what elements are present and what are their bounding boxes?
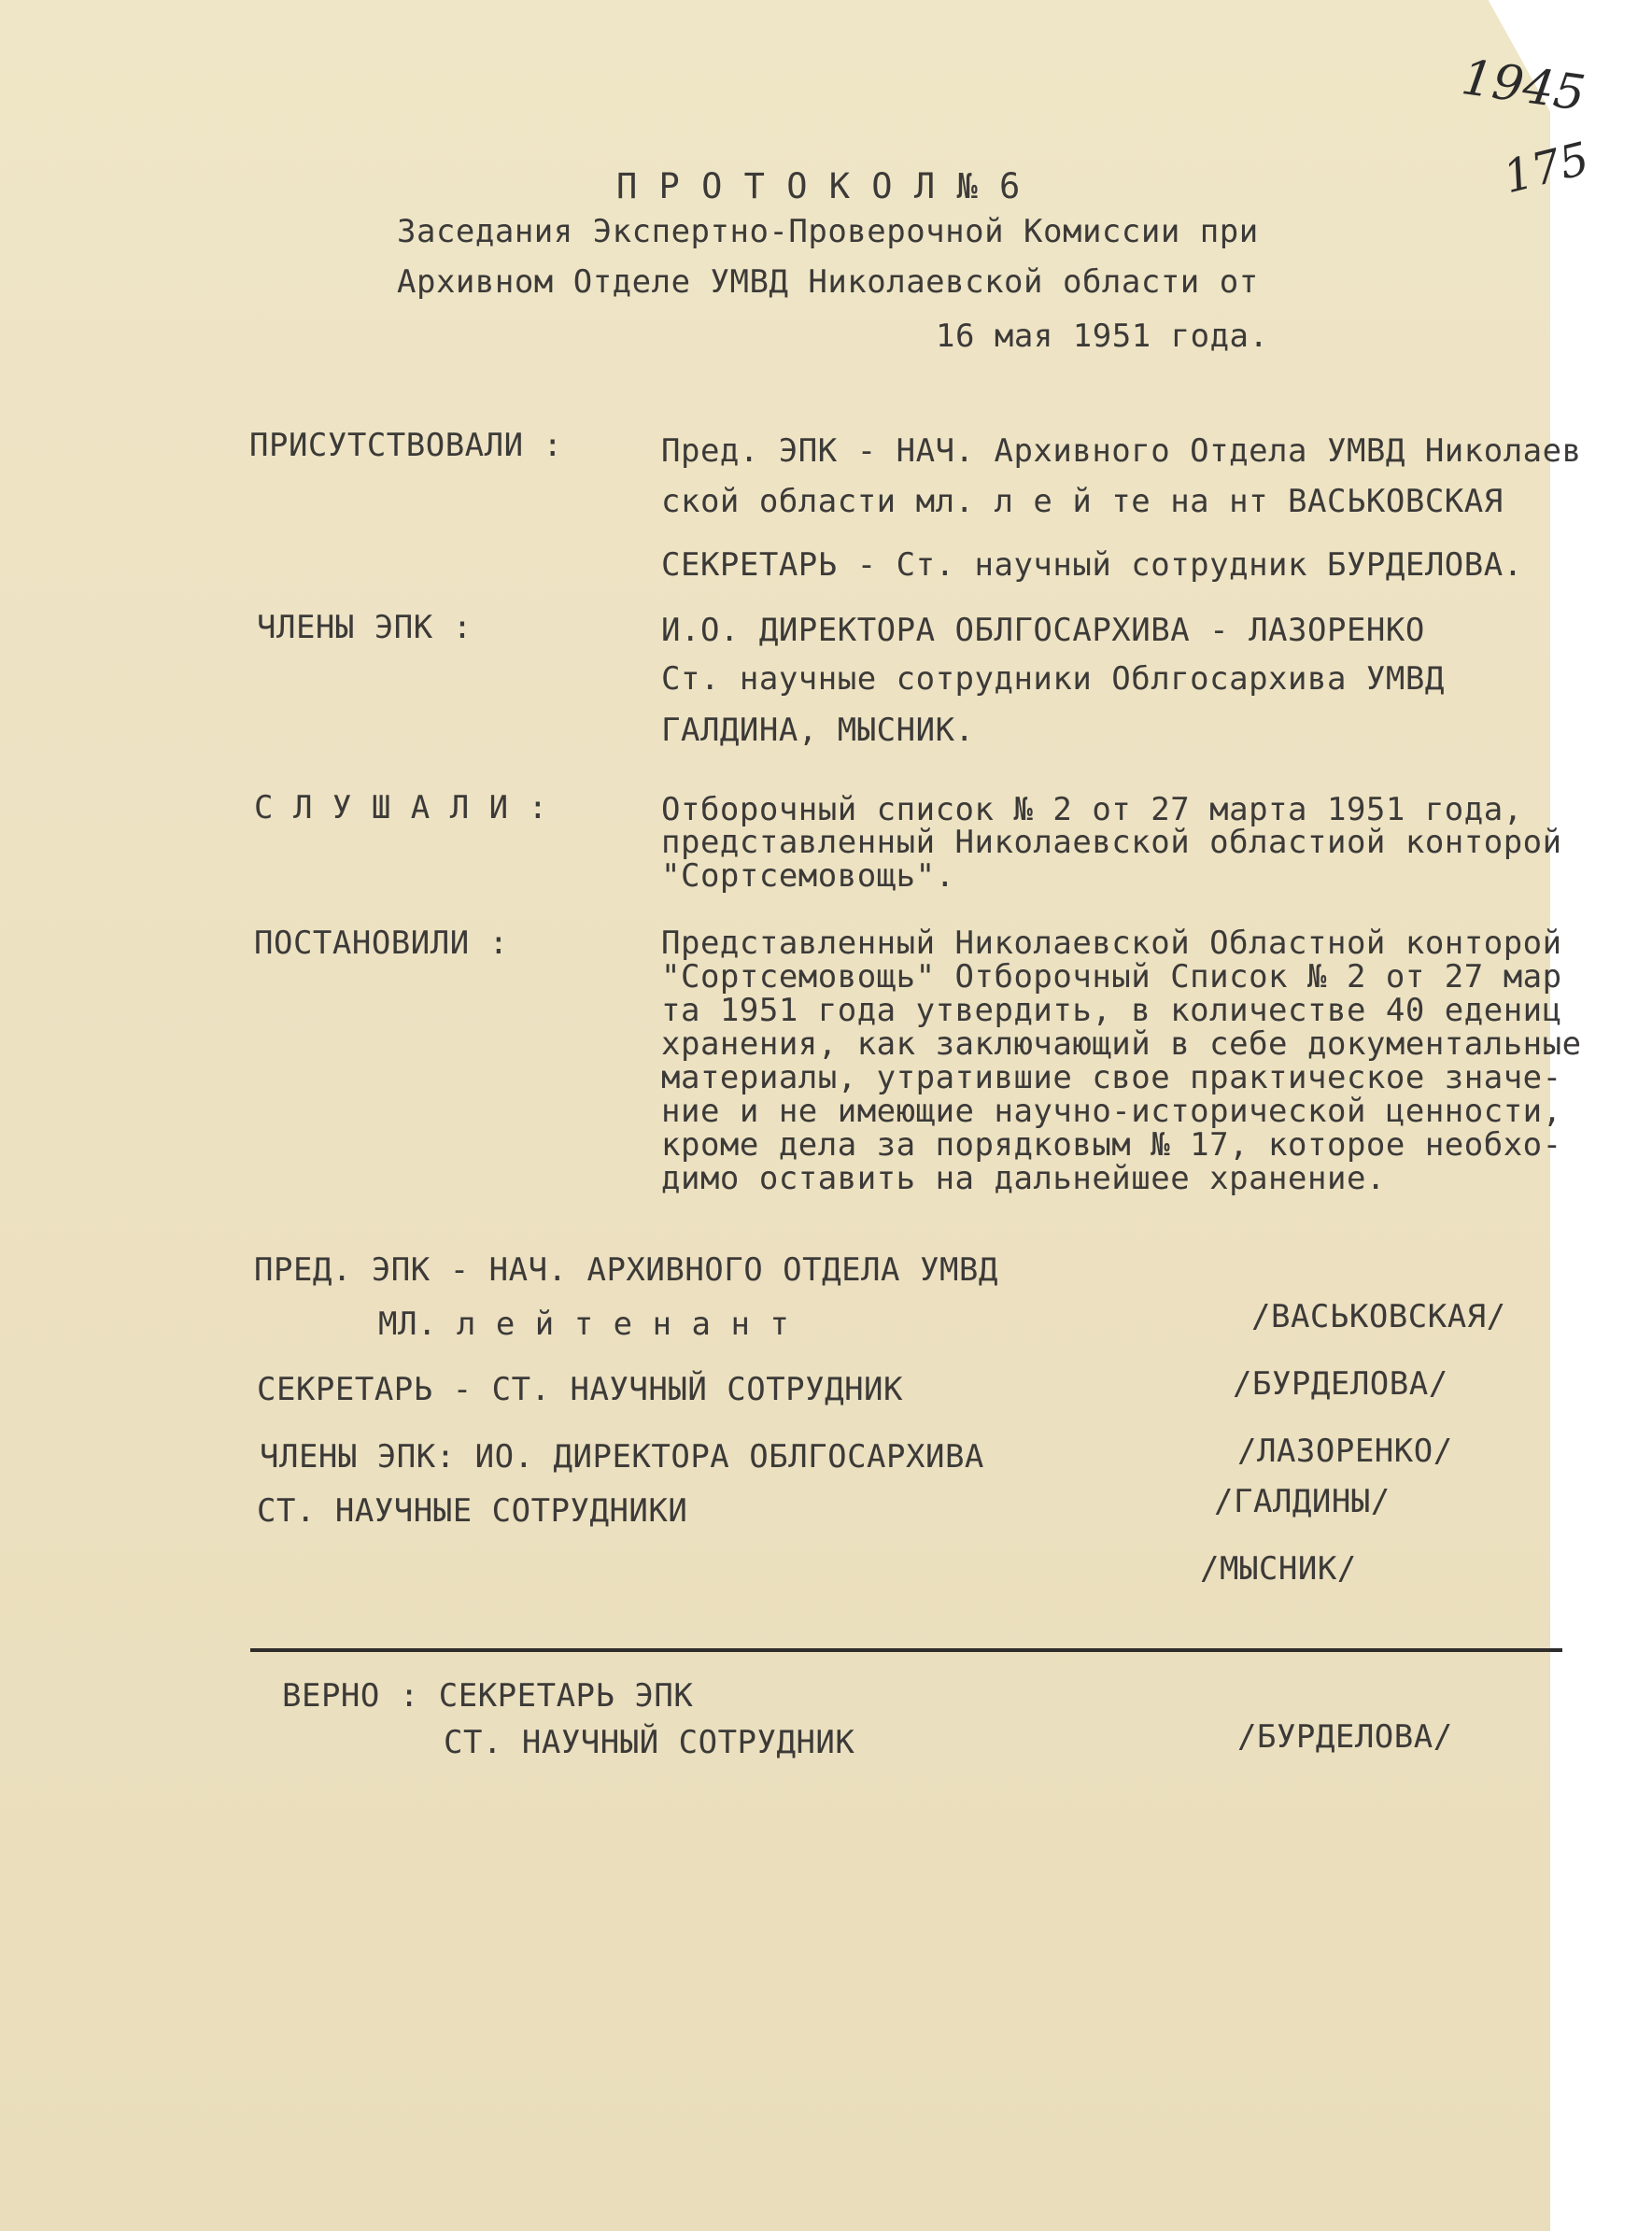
resolved-line-6: ние и не имеющие научно-исторической ценности,: [661, 1093, 1562, 1130]
present-secretary: СЕКРЕТАРЬ - Ст. научный сотрудник БУРДЕЛОВА.: [661, 546, 1523, 584]
resolved-line-3: та 1951 года утвердить, в количестве 40 едениц: [661, 992, 1562, 1029]
resolved-line-2: "Сортсемовощь" Отборочный Список № 2 от 27 мар: [661, 958, 1562, 995]
certified-line-1: ВЕРНО : СЕКРЕТАРЬ ЭПК: [282, 1677, 694, 1715]
heard-line-2: представленный Николаевской областиой конторой: [661, 824, 1562, 861]
resolved-label: ПОСТАНОВИЛИ :: [254, 925, 509, 962]
title-line-2: Архивном Отделе УМВД Николаевской области от: [397, 263, 1259, 301]
resolved-line-8: димо оставить на дальнейшее хранение.: [661, 1160, 1386, 1197]
present-line-2: ской области мл. л е й те на нт ВАСЬКОВСКАЯ: [661, 483, 1504, 520]
members-line-3: ГАЛДИНА, МЫСНИК.: [661, 712, 975, 749]
staff-sign-name-1: /ГАЛДИНЫ/: [1214, 1483, 1391, 1520]
separator-rule: [250, 1648, 1562, 1652]
heard-line-3: "Сортсемовощь".: [661, 857, 955, 895]
chair-title: ПРЕД. ЭПК - НАЧ. АРХИВНОГО ОТДЕЛА УМВД: [254, 1251, 998, 1289]
heard-label: С Л У Ш А Л И :: [254, 789, 548, 826]
chair-name: /ВАСЬКОВСКАЯ/: [1251, 1298, 1506, 1335]
present-line-1: Пред. ЭПК - НАЧ. Архивного Отдела УМВД Николаев: [661, 432, 1582, 470]
certified-line-2: СТ. НАУЧНЫЙ СОТРУДНИК: [444, 1724, 855, 1761]
members-line-1: И.О. ДИРЕКТОРА ОБЛГОСАРХИВА - ЛАЗОРЕНКО: [661, 612, 1425, 649]
protocol-heading: П Р О Т О К О Л № 6: [616, 166, 1021, 206]
certified-name: /БУРДЕЛОВА/: [1237, 1718, 1453, 1756]
heard-line-1: Отборочный список № 2 от 27 марта 1951 года,: [661, 791, 1523, 828]
members-sign-name: /ЛАЗОРЕНКО/: [1237, 1433, 1453, 1470]
archive-year-mark: 1945: [1458, 49, 1588, 122]
title-date: 16 мая 1951 года.: [936, 318, 1269, 355]
secretary-name: /БУРДЕЛОВА/: [1233, 1365, 1448, 1403]
members-line-2: Ст. научные сотрудники Облгосархива УМВД: [661, 660, 1445, 698]
resolved-line-5: материалы, утратившие свое практическое значе-: [661, 1059, 1562, 1096]
secretary-title: СЕКРЕТАРЬ - СТ. НАУЧНЫЙ СОТРУДНИК: [257, 1371, 904, 1408]
staff-sign-title: СТ. НАУЧНЫЕ СОТРУДНИКИ: [257, 1492, 688, 1530]
members-label: ЧЛЕНЫ ЭПК :: [257, 609, 473, 646]
present-label: ПРИСУТСТВОВАЛИ :: [249, 427, 563, 464]
members-sign-title: ЧЛЕНЫ ЭПК: ИО. ДИРЕКТОРА ОБЛГОСАРХИВА: [260, 1438, 984, 1476]
staff-sign-name-2: /МЫСНИК/: [1200, 1550, 1357, 1588]
resolved-line-1: Представленный Николаевской Областной конторой: [661, 925, 1562, 962]
archive-sheet-number: 175: [1498, 132, 1595, 205]
title-line-1: Заседания Экспертно-Проверочной Комиссии при: [397, 213, 1259, 250]
resolved-line-7: кроме дела за порядковым № 17, которое необхо-: [661, 1126, 1562, 1164]
resolved-line-4: хранения, как заключающий в себе документальные: [661, 1025, 1582, 1063]
chair-rank: МЛ. л е й т е н а н т: [378, 1306, 790, 1343]
